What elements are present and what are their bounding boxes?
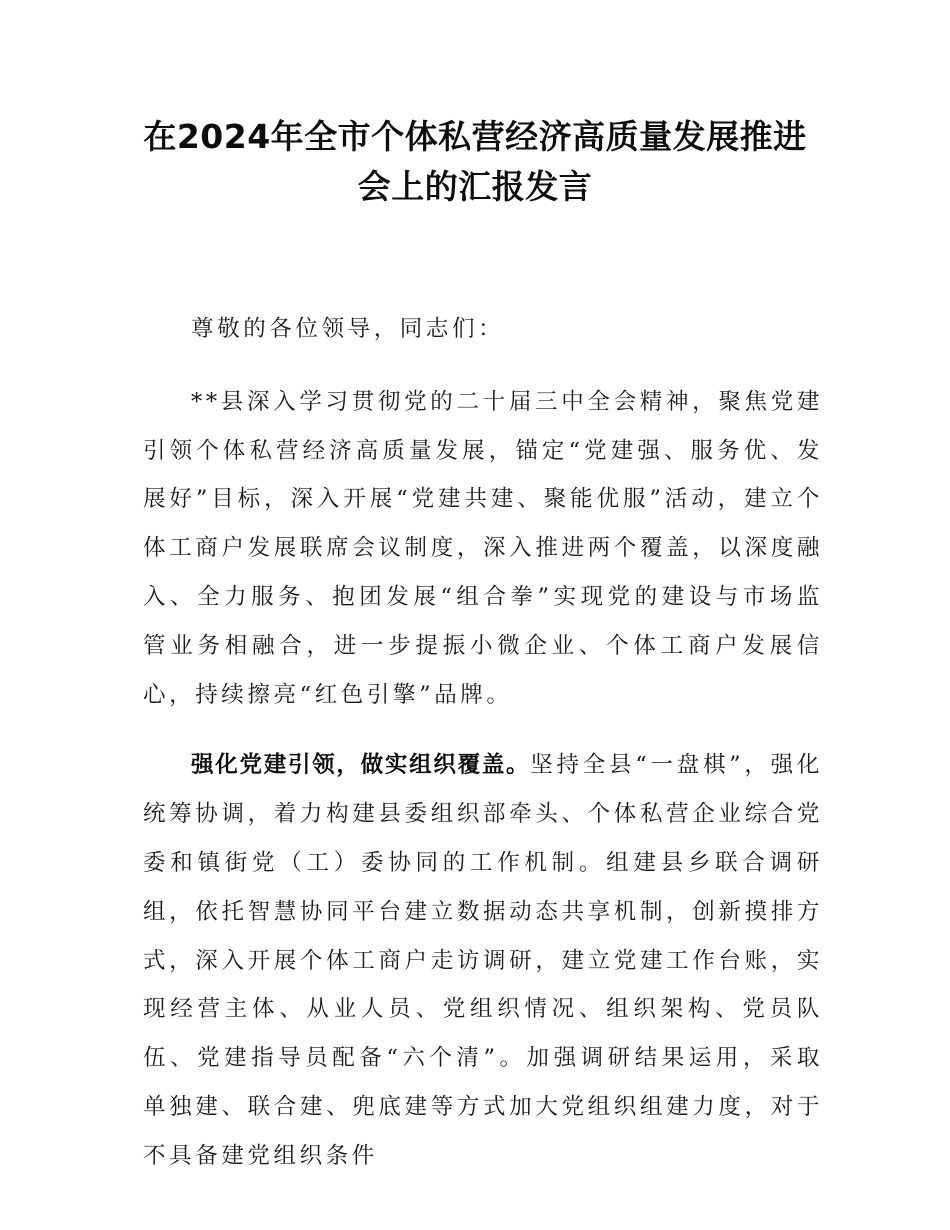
salutation: 尊敬的各位领导，同志们： [191,316,505,342]
paragraph-party-building [143,741,823,1180]
paragraph-heading: 强化党建引领，做实组织覆盖。 [191,752,531,779]
document-title [0,112,950,212]
title-line-2: 会上的汇报发言 [357,167,593,206]
title-line-1: 在2024年全市个体私营经济高质量发展推进 [143,117,807,156]
document-body [143,305,823,1203]
paragraph-intro: **县深入学习贯彻党的二十届三中全会精神，聚焦党建引领个体私营经济高质量发展，锚定“党建强、服务优、发展好”目标，深入开展“党建共建、聚能优服”活动，建立个体工商户发展联席会议制度，深入推进两个覆盖，以深度融入、全力服务、抱团发展“组合拳”实现党的建设与市场监管业务相融合，进一步提振小微企业、个体工商户发展信心，持续擦亮“红色引擎”品牌。 [143,388,823,708]
paragraph-text: 坚持全县“一盘棋”，强化统筹协调，着力构建县委组织部牵头、个体私营企业综合党委和镇街党（工）委协同的工作机制。组建县乡联合调研组，依托智慧协同平台建立数据动态共享机制，创新摸排方式，深入开展个体工商户走访调研，建立党建工作台账，实现经营主体、从业人员、党组织情况、组织架构、党员队伍、党建指导员配备“六个清”。加强调研结果运用，采取单独建、联合建、兜底建等方式加大党组织组建力度，对于不具备建党组织条件 [143,752,823,1169]
